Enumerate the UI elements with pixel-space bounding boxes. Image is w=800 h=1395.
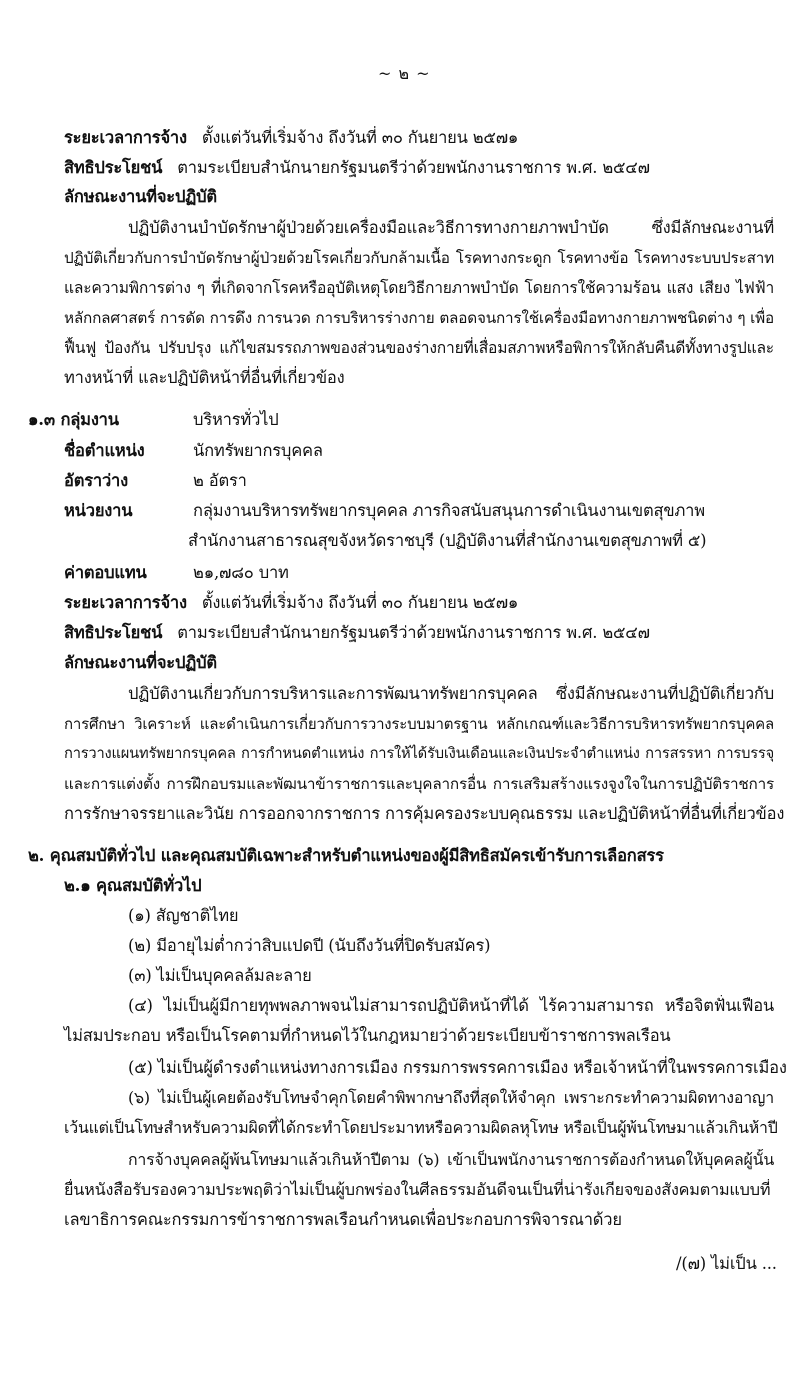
qualifications-subheading: ๒.๑ คุณสมบัติทั่วไป [64, 876, 202, 895]
job2-duration-value: ตั้งแต่วันที่เริ่มจ้าง ถึงวันที่ ๓๐ กันยายน ๒๕๗๑ [201, 593, 519, 612]
job2-position-value: นักทรัพยากรบุคคล [193, 441, 323, 460]
job2-unit-label: หน่วยงาน [64, 501, 133, 520]
job2-group-row [28, 409, 279, 431]
job1-duties-line: และความพิการต่าง ๆ ที่เกิดจากโรคหรืออุบัติเหตุโดยวิธีกายภาพบำบัด โดยการใช้ความร้อน แสง เสียง ไฟฟ้า [64, 279, 774, 297]
qualification-note: ยื่นหนังสือรับรองความประพฤติว่าไม่เป็นผู้บกพร่องในศีลธรรมอันดีจนเป็นที่น่ารังเกียจของสังคมตามแบบที่ [64, 1180, 771, 1199]
job2-salary-value: ๒๑,๗๘๐ บาท [193, 563, 289, 582]
qualification-item: (๔) ไม่เป็นผู้มีกายทุพพลภาพจนไม่สามารถปฏิบัติหน้าที่ได้ ไร้ความสามารถ หรือจิตฟั่นเฟือน [128, 996, 774, 1015]
job1-duration-label: ระยะเวลาการจ้าง [64, 128, 187, 147]
continuation-marker: /(๗) ไม่เป็น ... [676, 1254, 777, 1273]
job1-benefit-row [64, 157, 650, 179]
job1-duties-line: ทางหน้าที่ และปฏิบัติหน้าที่อื่นที่เกี่ยวข้อง [64, 368, 345, 387]
qualification-item: (๓) ไม่เป็นบุคคลล้มละลาย [128, 966, 312, 985]
job2-duration-row [64, 592, 518, 614]
job2-duties-line: และการแต่งตั้ง การฝึกอบรมและพัฒนาข้าราชการและบุคลากรอื่น การเสริมสร้างแรงจูงใจในการปฏิบัติราชการ [64, 775, 774, 793]
job1-duties-line: หลักกลศาสตร์ การดัด การดึง การนวด การบริหารร่างกาย ตลอดจนการใช้เครื่องมือทางกายภาพชนิดต่าง ๆ เพื่อ [64, 309, 774, 327]
job2-benefit-value: ตามระเบียบสำนักนายกรัฐมนตรีว่าด้วยพนักงานราชการ พ.ศ. ๒๕๔๗ [177, 623, 650, 642]
job1-duration-value: ตั้งแต่วันที่เริ่มจ้าง ถึงวันที่ ๓๐ กันยายน ๒๕๗๑ [201, 128, 519, 147]
job2-duration-label: ระยะเวลาการจ้าง [64, 593, 187, 612]
qualification-item: (๖) ไม่เป็นผู้เคยต้องรับโทษจำคุกโดยคำพิพากษาถึงที่สุดให้จำคุก เพราะกระทำความผิดทางอาญา [128, 1088, 774, 1107]
job2-vacancy-row [64, 470, 247, 492]
job2-group-value: บริหารทั่วไป [193, 410, 279, 429]
job2-duties-line: การศึกษา วิเคราะห์ และดำเนินการเกี่ยวกับการวางระบบมาตรฐาน หลักเกณฑ์และวิธีการบริหารทรัพยากรบุคคล [64, 715, 774, 733]
job1-benefit-value: ตามระเบียบสำนักนายกรัฐมนตรีว่าด้วยพนักงานราชการ พ.ศ. ๒๕๔๗ [177, 158, 650, 177]
job2-benefit-row [64, 622, 650, 644]
job2-salary-label: ค่าตอบแทน [64, 563, 147, 582]
job2-duties-line: การรักษาจรรยาและวินัย การออกจากราชการ การคุ้มครองระบบคุณธรรม และปฏิบัติหน้าที่อื่นที่เกี่ยวข้อง [64, 804, 785, 823]
job2-unit-row [64, 500, 705, 522]
job2-vacancy-value: ๒ อัตรา [193, 471, 247, 490]
qualification-note: การจ้างบุคคลผู้พ้นโทษมาแล้วเกินห้าปีตาม (๖) เข้าเป็นพนักงานราชการต้องกำหนดให้บุคคลผู้นั้น [128, 1150, 774, 1169]
job1-duration-row [64, 127, 518, 149]
job1-duties-label: ลักษณะงานที่จะปฏิบัติ [64, 187, 217, 206]
qualification-item-continued: ไม่สมประกอบ หรือเป็นโรคตามที่กำหนดไว้ในกฎหมายว่าด้วยระเบียบข้าราชการพลเรือน [64, 1026, 671, 1045]
job2-position-label: ชื่อตำแหน่ง [64, 441, 145, 460]
job2-duties-line: การวางแผนทรัพยากรบุคคล การกำหนดตำแหน่ง การให้ได้รับเงินเดือนและเงินประจำตำแหน่ง การสรรหา การบรรจุ [64, 745, 774, 762]
qualification-note: เลขาธิการคณะกรรมการข้าราชการพลเรือนกำหนดเพื่อประกอบการพิจารณาด้วย [64, 1210, 622, 1229]
job2-unit-value: กลุ่มงานบริหารทรัพยากรบุคคล ภารกิจสนับสนุนการดำเนินงานเขตสุขภาพ [193, 501, 705, 520]
job2-duties-line: ปฏิบัติงานเกี่ยวกับการบริหารและการพัฒนาทรัพยากรบุคคล ซึ่งมีลักษณะงานที่ปฏิบัติเกี่ยวกับ [128, 684, 774, 703]
job2-duties-label: ลักษณะงานที่จะปฏิบัติ [64, 653, 217, 672]
qualification-item: (๕) ไม่เป็นผู้ดำรงตำแหน่งทางการเมือง กรรมการพรรคการเมือง หรือเจ้าหน้าที่ในพรรคการเมือง [128, 1058, 787, 1077]
job2-position-row [64, 440, 323, 462]
qualifications-heading: ๒. คุณสมบัติทั่วไป และคุณสมบัติเฉพาะสำหรับตำแหน่งของผู้มีสิทธิสมัครเข้ารับการเลือกสรร [28, 846, 664, 865]
job2-group-label: ๑.๓ กลุ่มงาน [28, 410, 119, 429]
job2-unit-value-line2: สำนักงานสาธารณสุขจังหวัดราชบุรี (ปฏิบัติงานที่สำนักงานเขตสุขภาพที่ ๕) [188, 531, 707, 550]
qualification-item: (๑) สัญชาติไทย [128, 906, 239, 925]
job1-duties-line: ปฏิบัติเกี่ยวกับการบำบัดรักษาผู้ป่วยด้วยโรคเกี่ยวกับกล้ามเนื้อ โรคทางกระดูก โรคทางข้อ โรคทางระบบประสาท [64, 249, 774, 267]
job1-duties-line: ฟื้นฟู ป้องกัน ปรับปรุง แก้ไขสมรรถภาพของส่วนของร่างกายที่เสื่อมสภาพหรือพิการให้กลับคืนดีทั้งทางรูปและ [64, 339, 774, 357]
qualification-item: (๒) มีอายุไม่ต่ำกว่าสิบแปดปี (นับถึงวันที่ปิดรับสมัคร) [128, 936, 491, 955]
qualification-item-continued: เว้นแต่เป็นโทษสำหรับความผิดที่ได้กระทำโดยประมาทหรือความผิดลหุโทษ หรือเป็นผู้พ้นโทษมาแล้วเกินห้าปี [64, 1118, 778, 1137]
job2-vacancy-label: อัตราว่าง [64, 471, 128, 490]
job2-benefit-label: สิทธิประโยชน์ [64, 623, 163, 642]
job1-duties-line: ปฏิบัติงานบำบัดรักษาผู้ป่วยด้วยเครื่องมือและวิธีการทางกายภาพบำบัด ซึ่งมีลักษณะงานที่ [128, 218, 774, 237]
page-number: ~ ๒ ~ [378, 64, 431, 83]
job1-benefit-label: สิทธิประโยชน์ [64, 158, 163, 177]
job2-salary-row [64, 562, 289, 584]
